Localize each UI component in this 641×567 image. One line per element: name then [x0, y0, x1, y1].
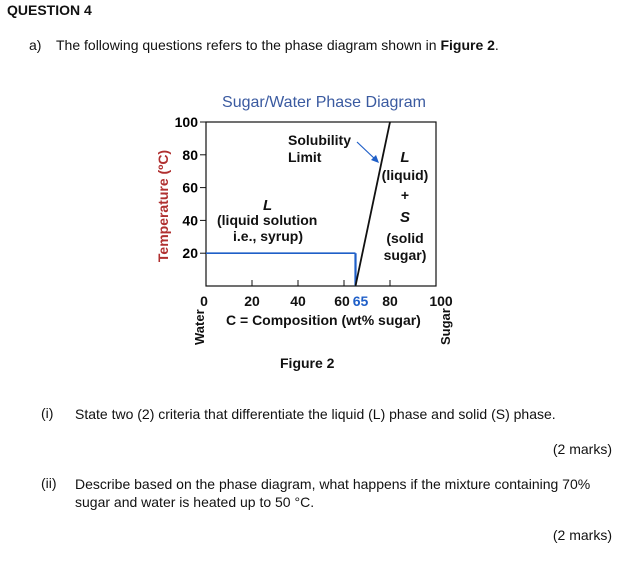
- subquestion-1-label: (i): [41, 405, 54, 421]
- subquestion-2-text: [75, 475, 615, 511]
- question-title: QUESTION 4: [7, 2, 92, 18]
- x-tick-label: 65: [352, 293, 369, 309]
- region-ls-sugar: sugar): [383, 247, 427, 263]
- region-ls-plus: +: [400, 187, 410, 203]
- subquestion-1-text: State two (2) criteria that differentiate the liquid (L) phase and solid (S) phase.: [75, 406, 556, 422]
- subquestion-2-marks: (2 marks): [552, 527, 612, 543]
- y-tick-label: 60: [182, 179, 198, 196]
- x-axis-label: C = Composition (wt% sugar): [226, 312, 421, 328]
- subquestion-2-label: (ii): [41, 475, 57, 491]
- region-ls-s: S: [399, 209, 411, 226]
- sugar-label: Sugar: [438, 308, 453, 345]
- solubility-label-line2: Limit: [288, 149, 322, 165]
- x-tick-label: 100: [429, 293, 453, 309]
- y-tick-label: 80: [182, 146, 198, 163]
- solubility-arrow-line: [357, 142, 376, 160]
- region-ls-liquid: (liquid): [381, 167, 429, 183]
- part-label: a): [29, 37, 42, 53]
- region-l-symbol: L: [263, 197, 273, 214]
- subquestion-1-marks: (2 marks): [552, 441, 612, 457]
- subquestion-2-text-line2: sugar and water is heated up to 50 °C.: [75, 494, 315, 510]
- x-tick-label: 80: [382, 293, 398, 309]
- x-ticks: [200, 280, 453, 309]
- region-l-line2: i.e., syrup): [233, 228, 304, 244]
- intro-figure-ref: Figure 2: [440, 37, 495, 53]
- y-tick-label: 40: [182, 212, 198, 229]
- intro-prefix: The following questions refers to the phase diagram shown in: [56, 37, 441, 53]
- intro-suffix: .: [494, 37, 499, 53]
- chart-title: Sugar/Water Phase Diagram: [222, 94, 426, 111]
- x-tick-label: 60: [334, 293, 350, 309]
- y-tick-label: 20: [182, 245, 198, 262]
- x-tick-label: 0: [200, 293, 208, 309]
- water-label: Water: [192, 309, 207, 345]
- solubility-label-line1: Solubility: [288, 132, 351, 148]
- region-ls-solid: (solid: [386, 230, 424, 246]
- y-ticks: [175, 114, 206, 261]
- y-tick-label: 100: [174, 114, 198, 130]
- subquestion-2-text-line1: Describe based on the phase diagram, what happens if the mixture containing 70%: [75, 476, 591, 492]
- x-tick-label: 40: [290, 293, 306, 309]
- figure-caption: Figure 2: [280, 355, 335, 371]
- y-axis-label: Temperature (ºC): [155, 149, 171, 263]
- x-tick-label: 20: [244, 293, 260, 309]
- region-ls-l: L: [400, 149, 410, 166]
- region-l-line1: (liquid solution: [217, 212, 318, 228]
